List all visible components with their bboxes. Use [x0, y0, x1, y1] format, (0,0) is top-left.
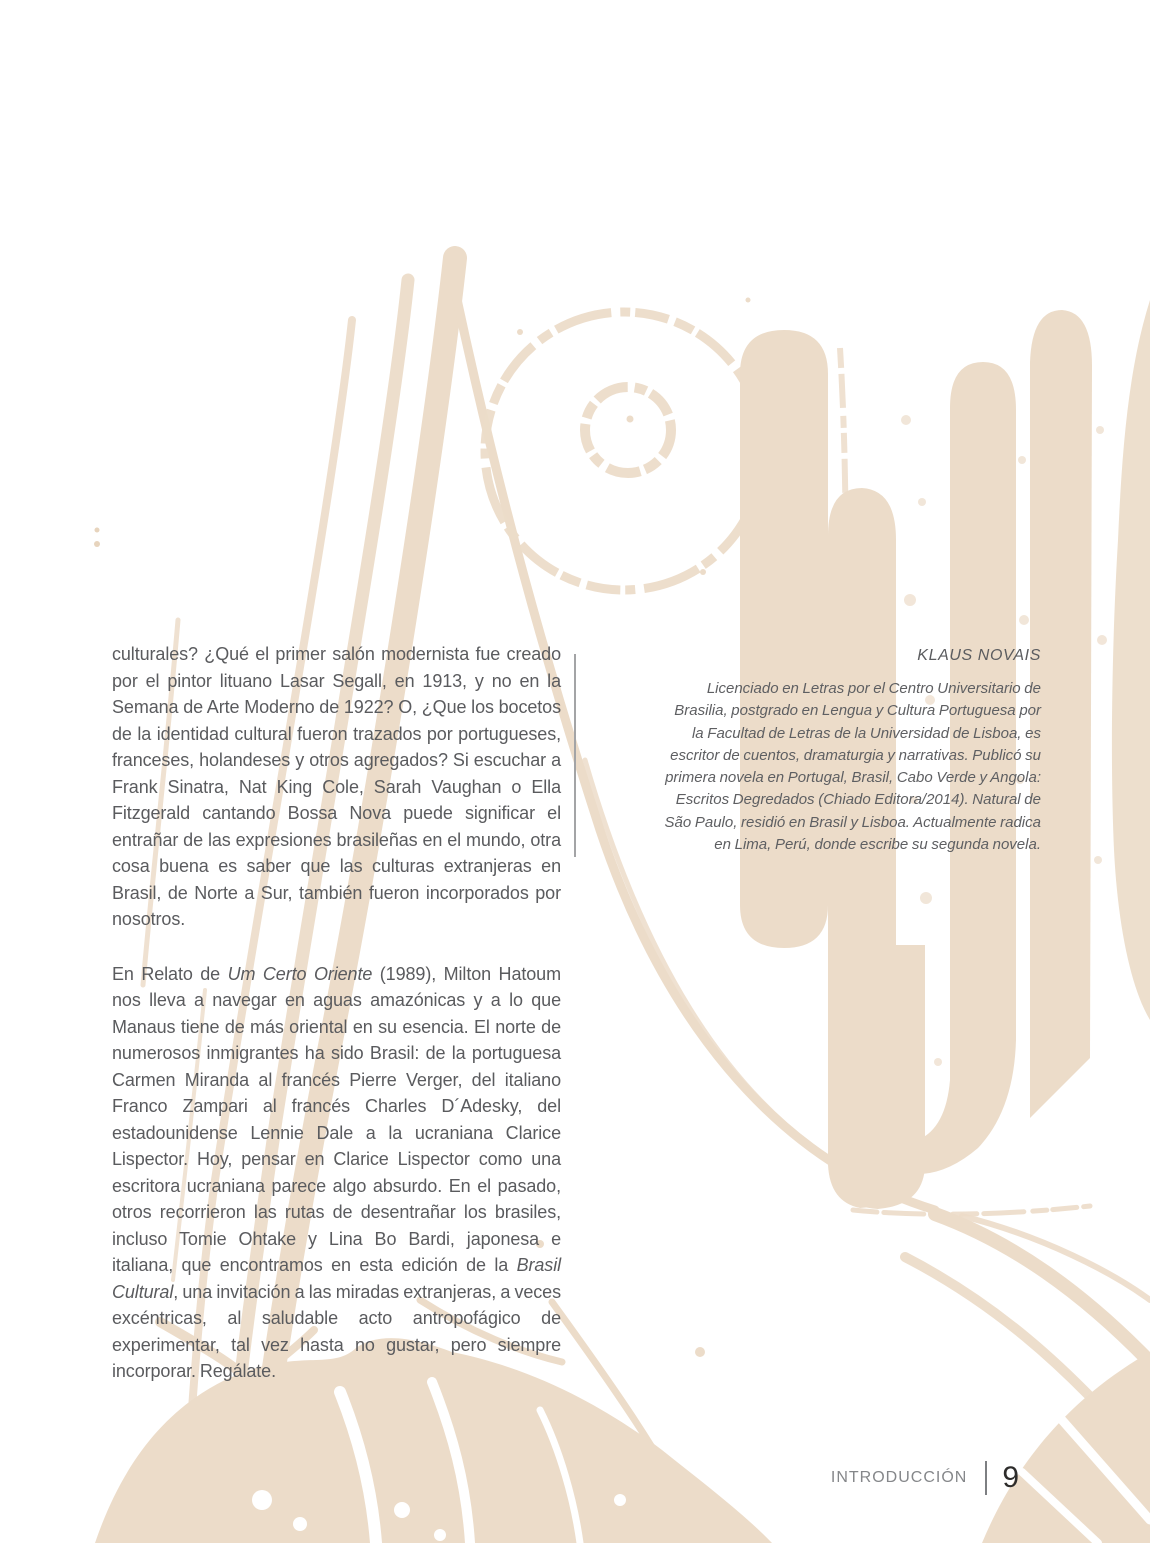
- author-bio: [660, 646, 1041, 856]
- section-label: INTRODUCCIÓN: [830, 1469, 968, 1486]
- magazine-title-brasil-cultural: Brasil Cultural: [112, 1255, 561, 1302]
- column-divider-rule: [574, 654, 576, 857]
- paragraph2-text: , una invitación a las miradas extranjeras, a veces excéntricas, al saludable acto antropofágico de experimentar, tal vez hasta no gustar, pero siempre incorporar. Regálate.: [112, 1281, 561, 1381]
- page-footer: [831, 1459, 1019, 1497]
- paragraph2-text: (1989), Milton Hatoum nos lleva a navegar en aguas amazónicas y a lo que Manaus tiene de más oriental en su esencia. El norte de numerosos inmigrantes ha sido Brasil: de la portuguesa Carmen Miranda al francés Pierre Verger, del italiano Franco Zampari al francés Charles D´Adesky, del estadounidense Lennie Dale a la ucraniana Clarice Lispector. Hoy, pensar en Clarice Lispector como una escritora ucraniana parece algo absurdo. En el pasado, otros recorrieron las rutas de desentrañar los brasiles, incluso Tomie Ohtake y Lina Bo Bardi, japonesa e italiana, que encontramos en esta edición de la: [112, 963, 561, 1275]
- page-number: 9: [1002, 1461, 1019, 1494]
- article-paragraph-1: culturales? ¿Qué el primer salón modernista fue creado por el pintor lituano Lasar Segall, en 1913, y no en la Semana de Arte Moderno de 1922? O, ¿Que los bocetos de la identidad cultural fueron trazados por portugueses, franceses, holandeses y otros agregados? Si escuchar a Frank Sinatra, Nat King Cole, Sarah Vaughan o Ella Fitzgerald cantando Bossa Nova puede significar el entrañar de las expresiones brasileñas en el mundo, otra cosa buena es saber que las culturas extranjeras en Brasil, de Norte a Sur, también fueron incorporados por nosotros.: [112, 644, 561, 929]
- book-title-um-certo-oriente: Um Certo Oriente: [227, 963, 373, 984]
- article-paragraph-2: [112, 961, 561, 1385]
- paragraph2-text: En Relato de: [112, 963, 228, 984]
- author-name: KLAUS NOVAIS: [917, 647, 1041, 664]
- footer-divider-rule: [985, 1461, 987, 1495]
- article-body: [112, 641, 561, 1385]
- author-bio-text: Licenciado en Letras por el Centro Universitario de Brasilia, postgrado en Lengua y Cultura Portuguesa por la Facultad de Letras de la Universidad de Lisboa, es escritor de cuentos, dramaturgia y narrativas. Publicó su primera novela en Portugal, Brasil, Cabo Verde y Angola: Escritos Degredados (Chiado Editora/2014). Natural de São Paulo, residió en Brasil y Lisboa. Actualmente radica en Lima, Perú, donde escribe su segunda novela.: [664, 680, 1041, 854]
